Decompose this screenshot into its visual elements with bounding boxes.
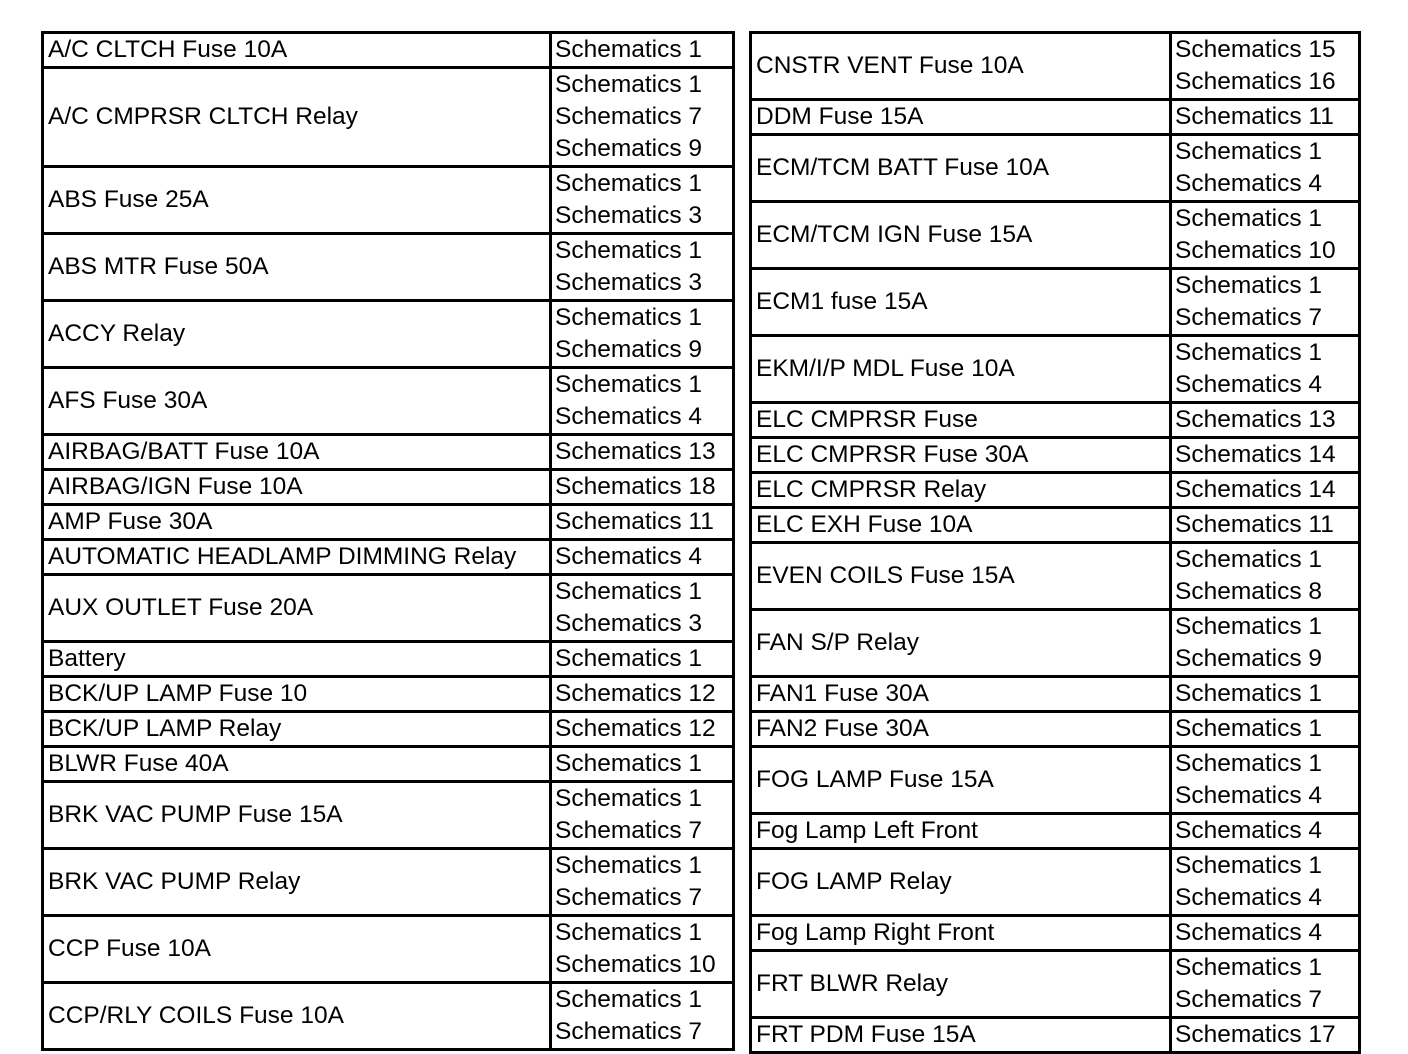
schematic-ref: Schematics 7	[555, 884, 703, 911]
schematic-ref: Schematics 1	[1175, 546, 1323, 573]
schematic-refs	[1171, 403, 1360, 438]
index-row	[751, 1018, 1360, 1053]
schematic-ref: Schematics 9	[555, 135, 703, 162]
schematic-ref: Schematics 10	[1175, 237, 1336, 264]
index-row	[751, 508, 1360, 543]
component-name: AUTOMATIC HEADLAMP DIMMING Relay	[43, 540, 551, 575]
schematic-refs	[1171, 814, 1360, 849]
schematic-refs	[1171, 473, 1360, 508]
schematic-ref: Schematics 8	[1175, 578, 1323, 605]
component-name: DDM Fuse 15A	[751, 100, 1171, 135]
schematic-refs	[1171, 1018, 1360, 1053]
schematic-ref: Schematics 16	[1175, 68, 1336, 95]
schematic-refs	[1171, 202, 1360, 269]
index-row	[751, 100, 1360, 135]
schematic-refs	[551, 782, 734, 849]
index-row	[43, 983, 734, 1050]
index-row	[43, 916, 734, 983]
schematic-ref: Schematics 9	[555, 336, 703, 363]
component-name: ELC CMPRSR Fuse	[751, 403, 1171, 438]
schematic-ref: Schematics 11	[1175, 511, 1334, 538]
index-row	[43, 505, 734, 540]
component-name: FAN2 Fuse 30A	[751, 712, 1171, 747]
component-name: BCK/UP LAMP Relay	[43, 712, 551, 747]
right-index-table	[749, 31, 1361, 1054]
index-row	[43, 234, 734, 301]
index-row	[751, 202, 1360, 269]
schematic-ref: Schematics 1	[555, 852, 703, 879]
index-row	[751, 951, 1360, 1018]
component-name: A/C CMPRSR CLTCH Relay	[43, 68, 551, 167]
schematic-refs	[1171, 336, 1360, 403]
schematic-refs	[551, 368, 734, 435]
component-name: ELC CMPRSR Relay	[751, 473, 1171, 508]
component-name: FAN1 Fuse 30A	[751, 677, 1171, 712]
schematic-ref: Schematics 1	[555, 371, 703, 398]
component-name: FOG LAMP Fuse 15A	[751, 747, 1171, 814]
schematic-refs	[1171, 269, 1360, 336]
schematic-refs	[1171, 610, 1360, 677]
schematic-ref: Schematics 7	[555, 817, 703, 844]
component-name: ECM1 fuse 15A	[751, 269, 1171, 336]
schematic-ref: Schematics 7	[555, 103, 703, 130]
schematic-ref: Schematics 11	[555, 508, 714, 535]
index-row	[751, 135, 1360, 202]
component-name: AIRBAG/BATT Fuse 10A	[43, 435, 551, 470]
schematic-refs	[551, 33, 734, 68]
schematic-ref: Schematics 14	[1175, 476, 1336, 503]
schematic-ref: Schematics 14	[1175, 441, 1336, 468]
schematic-ref: Schematics 3	[555, 610, 703, 637]
schematic-ref: Schematics 11	[1175, 103, 1334, 130]
component-name: AFS Fuse 30A	[43, 368, 551, 435]
schematic-ref: Schematics 1	[555, 170, 703, 197]
schematic-ref: Schematics 1	[1175, 205, 1323, 232]
index-row	[43, 747, 734, 782]
index-row	[43, 642, 734, 677]
schematic-ref: Schematics 1	[555, 237, 703, 264]
right-index-body	[751, 33, 1360, 1053]
component-name: Fog Lamp Left Front	[751, 814, 1171, 849]
schematic-ref: Schematics 1	[555, 36, 703, 63]
schematic-ref: Schematics 12	[555, 715, 716, 742]
index-row	[43, 782, 734, 849]
left-index-table	[41, 31, 735, 1051]
component-name: CNSTR VENT Fuse 10A	[751, 33, 1171, 100]
schematic-refs	[1171, 849, 1360, 916]
component-name: EVEN COILS Fuse 15A	[751, 543, 1171, 610]
schematic-ref: Schematics 4	[1175, 371, 1323, 398]
schematic-ref: Schematics 1	[1175, 339, 1323, 366]
schematic-ref: Schematics 12	[555, 680, 716, 707]
schematic-refs	[1171, 916, 1360, 951]
component-name: A/C CLTCH Fuse 10A	[43, 33, 551, 68]
schematic-refs	[551, 167, 734, 234]
schematic-ref: Schematics 9	[1175, 645, 1323, 672]
schematic-ref: Schematics 3	[555, 269, 703, 296]
schematic-ref: Schematics 4	[1175, 884, 1323, 911]
schematic-ref: Schematics 13	[555, 438, 716, 465]
component-name: ABS MTR Fuse 50A	[43, 234, 551, 301]
index-row	[43, 301, 734, 368]
schematic-ref: Schematics 1	[555, 986, 703, 1013]
schematic-ref: Schematics 3	[555, 202, 703, 229]
index-row	[43, 540, 734, 575]
index-row	[43, 575, 734, 642]
index-row	[751, 543, 1360, 610]
component-name: AMP Fuse 30A	[43, 505, 551, 540]
index-row	[751, 712, 1360, 747]
schematic-refs	[551, 540, 734, 575]
component-name: ABS Fuse 25A	[43, 167, 551, 234]
component-name: FOG LAMP Relay	[751, 849, 1171, 916]
index-row	[43, 849, 734, 916]
component-name: FRT PDM Fuse 15A	[751, 1018, 1171, 1053]
schematic-ref: Schematics 7	[555, 1018, 703, 1045]
index-row	[751, 336, 1360, 403]
component-name: AUX OUTLET Fuse 20A	[43, 575, 551, 642]
schematic-refs	[551, 575, 734, 642]
schematic-refs	[1171, 543, 1360, 610]
index-row	[43, 712, 734, 747]
component-name: CCP/RLY COILS Fuse 10A	[43, 983, 551, 1050]
schematic-refs	[551, 301, 734, 368]
index-row	[751, 677, 1360, 712]
schematic-refs	[1171, 100, 1360, 135]
component-name: Fog Lamp Right Front	[751, 916, 1171, 951]
schematic-ref: Schematics 1	[1175, 613, 1323, 640]
left-index-body	[43, 33, 734, 1050]
schematic-ref: Schematics 1	[1175, 680, 1323, 707]
index-row	[43, 677, 734, 712]
index-row	[751, 269, 1360, 336]
schematic-ref: Schematics 1	[555, 919, 703, 946]
component-name: Battery	[43, 642, 551, 677]
schematic-ref: Schematics 1	[1175, 954, 1323, 981]
component-name: BRK VAC PUMP Relay	[43, 849, 551, 916]
schematic-ref: Schematics 1	[555, 71, 703, 98]
component-name: ECM/TCM BATT Fuse 10A	[751, 135, 1171, 202]
schematic-refs	[551, 849, 734, 916]
schematic-refs	[1171, 508, 1360, 543]
schematic-ref: Schematics 1	[555, 645, 703, 672]
index-row	[751, 814, 1360, 849]
schematic-ref: Schematics 4	[555, 543, 703, 570]
schematic-ref: Schematics 7	[1175, 986, 1323, 1013]
schematic-ref: Schematics 4	[1175, 170, 1323, 197]
index-row	[751, 916, 1360, 951]
index-row	[43, 68, 734, 167]
schematic-ref: Schematics 17	[1175, 1021, 1336, 1048]
schematic-refs	[551, 677, 734, 712]
schematic-ref: Schematics 1	[555, 750, 703, 777]
component-name: ACCY Relay	[43, 301, 551, 368]
component-name: BCK/UP LAMP Fuse 10	[43, 677, 551, 712]
schematic-ref: Schematics 1	[1175, 272, 1323, 299]
index-row	[751, 473, 1360, 508]
schematic-refs	[551, 642, 734, 677]
schematic-ref: Schematics 18	[555, 473, 716, 500]
component-name: BLWR Fuse 40A	[43, 747, 551, 782]
component-name: FAN S/P Relay	[751, 610, 1171, 677]
index-row	[43, 33, 734, 68]
schematic-refs	[551, 470, 734, 505]
schematic-refs	[551, 435, 734, 470]
index-row	[751, 849, 1360, 916]
schematic-refs	[1171, 677, 1360, 712]
schematic-ref: Schematics 1	[555, 785, 703, 812]
component-name: EKM/I/P MDL Fuse 10A	[751, 336, 1171, 403]
schematic-refs	[551, 68, 734, 167]
schematic-ref: Schematics 4	[1175, 919, 1323, 946]
component-name: AIRBAG/IGN Fuse 10A	[43, 470, 551, 505]
schematic-ref: Schematics 1	[555, 578, 703, 605]
component-name: ELC EXH Fuse 10A	[751, 508, 1171, 543]
schematic-refs	[1171, 747, 1360, 814]
schematic-refs	[1171, 951, 1360, 1018]
schematic-ref: Schematics 4	[555, 403, 703, 430]
schematic-ref: Schematics 13	[1175, 406, 1336, 433]
schematic-refs	[1171, 33, 1360, 100]
schematic-refs	[551, 747, 734, 782]
schematic-refs	[551, 505, 734, 540]
schematic-refs	[551, 983, 734, 1050]
component-name: ELC CMPRSR Fuse 30A	[751, 438, 1171, 473]
index-row	[43, 435, 734, 470]
index-row	[751, 747, 1360, 814]
schematic-refs	[551, 916, 734, 983]
schematic-refs	[1171, 438, 1360, 473]
schematic-refs	[551, 712, 734, 747]
schematic-ref: Schematics 1	[1175, 138, 1323, 165]
schematic-ref: Schematics 1	[555, 304, 703, 331]
index-row	[751, 610, 1360, 677]
schematic-ref: Schematics 10	[555, 951, 716, 978]
index-row	[751, 438, 1360, 473]
schematic-ref: Schematics 1	[1175, 750, 1323, 777]
schematic-ref: Schematics 4	[1175, 817, 1323, 844]
component-name: BRK VAC PUMP Fuse 15A	[43, 782, 551, 849]
component-name: CCP Fuse 10A	[43, 916, 551, 983]
schematic-refs	[1171, 712, 1360, 747]
index-row	[43, 470, 734, 505]
index-row	[751, 33, 1360, 100]
index-row	[43, 167, 734, 234]
schematic-refs	[551, 234, 734, 301]
schematic-ref: Schematics 1	[1175, 715, 1323, 742]
index-row	[43, 368, 734, 435]
schematic-ref: Schematics 1	[1175, 852, 1323, 879]
index-row	[751, 403, 1360, 438]
component-name: ECM/TCM IGN Fuse 15A	[751, 202, 1171, 269]
schematic-refs	[1171, 135, 1360, 202]
component-name: FRT BLWR Relay	[751, 951, 1171, 1018]
schematic-ref: Schematics 7	[1175, 304, 1323, 331]
schematic-ref: Schematics 4	[1175, 782, 1323, 809]
schematic-ref: Schematics 15	[1175, 36, 1336, 63]
